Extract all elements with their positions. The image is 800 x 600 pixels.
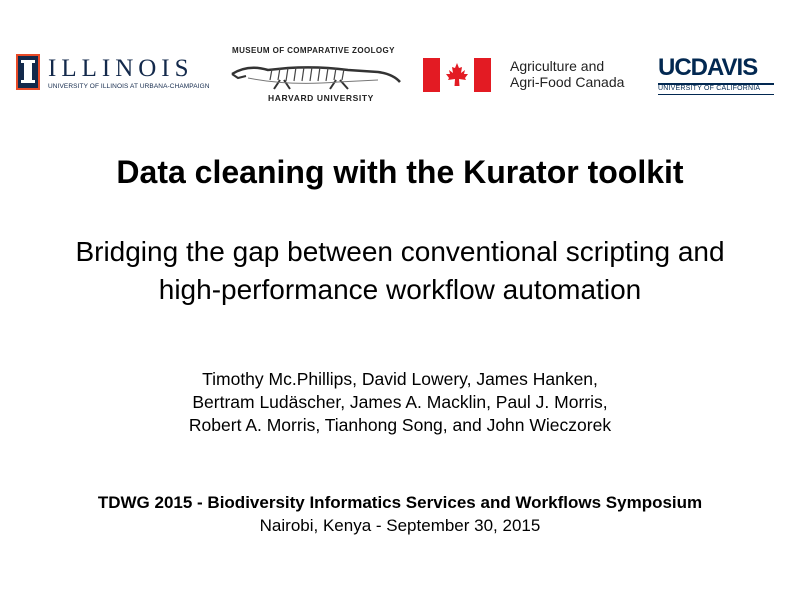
authors-line-3: Robert A. Morris, Tianhong Song, and John Wieczorek	[188, 415, 612, 435]
conference-info	[0, 491, 800, 537]
aafc-name-line2: Agri-Food Canada	[510, 74, 625, 90]
ucdavis-subtitle: UNIVERSITY OF CALIFORNIA	[658, 85, 761, 92]
aafc-logo	[423, 56, 633, 96]
mcz-harvard-logo	[228, 46, 404, 104]
authors-line-2: Bertram Ludäscher, James A. Macklin, Paul J. Morris,	[192, 392, 608, 412]
harvard-university-label: HARVARD UNIVERSITY	[268, 93, 374, 103]
author-list	[0, 368, 800, 437]
subtitle-line-1: Bridging the gap between conventional scripting and	[75, 236, 725, 267]
illinois-wordmark: ILLINOIS	[48, 55, 194, 82]
ucdavis-rule-bottom	[658, 94, 774, 95]
authors-line-1: Timothy Mc.Phillips, David Lowery, James Hanken,	[202, 369, 598, 389]
ucdavis-wordmark: UCDAVIS	[658, 54, 758, 81]
conference-location-date: Nairobi, Kenya - September 30, 2015	[259, 516, 541, 535]
conference-name: TDWG 2015 - Biodiversity Informatics Services and Workflows Symposium	[97, 493, 703, 512]
presentation-title: Data cleaning with the Kurator toolkit	[116, 154, 684, 190]
ucdavis-logo	[656, 56, 780, 96]
aafc-name-line1: Agriculture and	[510, 58, 605, 74]
illinois-block-i-icon	[16, 54, 40, 90]
fossil-skeleton-icon	[228, 56, 404, 92]
canada-flag-icon	[423, 58, 491, 92]
mcz-name: MUSEUM OF COMPARATIVE ZOOLOGY	[232, 46, 395, 55]
subtitle-line-2: high-performance workflow automation	[158, 274, 642, 305]
illinois-logo	[14, 52, 210, 94]
presentation-subtitle	[0, 233, 800, 309]
illinois-subtitle: UNIVERSITY OF ILLINOIS AT URBANA-CHAMPAIGN	[48, 83, 210, 90]
